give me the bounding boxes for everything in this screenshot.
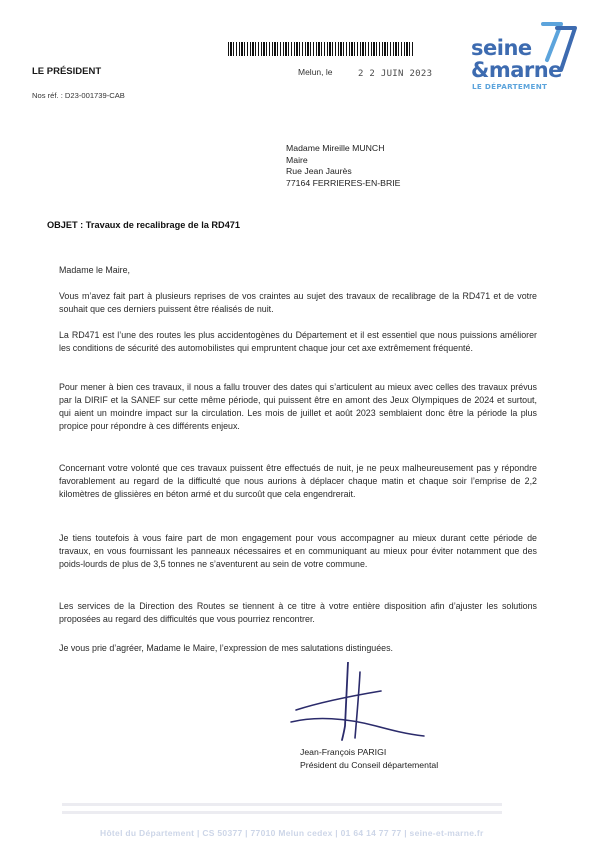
footer-faint-line-2 xyxy=(62,811,502,814)
handwritten-signature xyxy=(276,662,426,742)
recipient-street: Rue Jean Jaurès xyxy=(286,166,352,177)
letter-subject: OBJET : Travaux de recalibrage de la RD471 xyxy=(47,220,241,230)
place-label: Melun, le xyxy=(298,67,333,77)
reference-number: Nos réf. : D23-001739-CAB xyxy=(32,91,125,100)
signer-name: Jean-François PARIGI xyxy=(300,747,387,757)
paragraph-4: Concernant votre volonté que ces travaux puissent être effectués de nuit, je ne peux malheureusement pas y répondre favorablement au regard de la difficulté que nous aurions à déplacer chaque matin et chaque soir l’emprise de 2,2 kilomètres de glissières en béton armé et du surcoût que cela engendrerait. xyxy=(59,463,537,499)
logo-word-seine: seine xyxy=(471,36,532,60)
date-stamp: 2 2 JUIN 2023 xyxy=(358,69,433,79)
footer-faint-line-1 xyxy=(62,803,502,806)
salutation: Madame le Maire, xyxy=(59,265,131,275)
logo-subtitle: LE DÉPARTEMENT xyxy=(472,82,548,91)
department-logo xyxy=(469,18,581,98)
paragraph-2: La RD471 est l’une des routes les plus accidentogènes du Département et il est essentiel que nous puissions améliorer les conditions de sécurité des automobilistes qui empruntent chaque jour cet axe extrêmement fréquenté. xyxy=(59,330,537,353)
footer-address: Hôtel du Département | CS 50377 | 77010 Melun cedex | 01 64 14 77 77 | seine-et-marne.fr xyxy=(100,828,484,838)
barcode xyxy=(228,42,414,56)
recipient-city: 77164 FERRIERES-EN-BRIE xyxy=(286,177,401,188)
signer-title: Président du Conseil départemental xyxy=(300,760,439,770)
paragraph-1: Vous m’avez fait part à plusieurs reprises de vos craintes au sujet des travaux de recalibrage de la RD471 et de votre souhait que ces derniers puissent être réalisés de nuit. xyxy=(59,291,537,314)
recipient-role: Maire xyxy=(286,154,308,165)
paragraph-3: Pour mener à bien ces travaux, il nous a fallu trouver des dates qui s’articulent au mieux avec celles des travaux prévus par la DIRIF et la SANEF sur cette même période, qui puissent être en amont des Jeux Olympiques de 2024 et surtout, qui aient un moindre impact sur la circulation. Les mois de juillet et août 2023 semblaient donc être la période la plus propice pour répondre à ces différents enjeux. xyxy=(59,382,537,431)
paragraph-closing: Je vous prie d’agréer, Madame le Maire, l’expression de mes salutations distinguées. xyxy=(59,643,393,653)
recipient-address xyxy=(286,143,400,189)
paragraph-6: Les services de la Direction des Routes se tiennent à ce titre à votre entière disposition afin d’ajuster les solutions proposées au regard des difficultés que vous pourriez rencontrer. xyxy=(59,601,537,624)
recipient-name: Madame Mireille MUNCH xyxy=(286,143,385,153)
logo-word-marne: &marne xyxy=(471,58,562,82)
paragraph-5: Je tiens toutefois à vous faire part de mon engagement pour vous accompagner au mieux durant cette période de travaux, en vous fournissant les panneaux nécessaires et en communiquant au mieux pour éviter notamment que des poids-lourds de plus de 3,5 tonnes ne s’aventurent au sein de votre commune. xyxy=(59,533,537,569)
sender-title: LE PRÉSIDENT xyxy=(32,66,102,77)
